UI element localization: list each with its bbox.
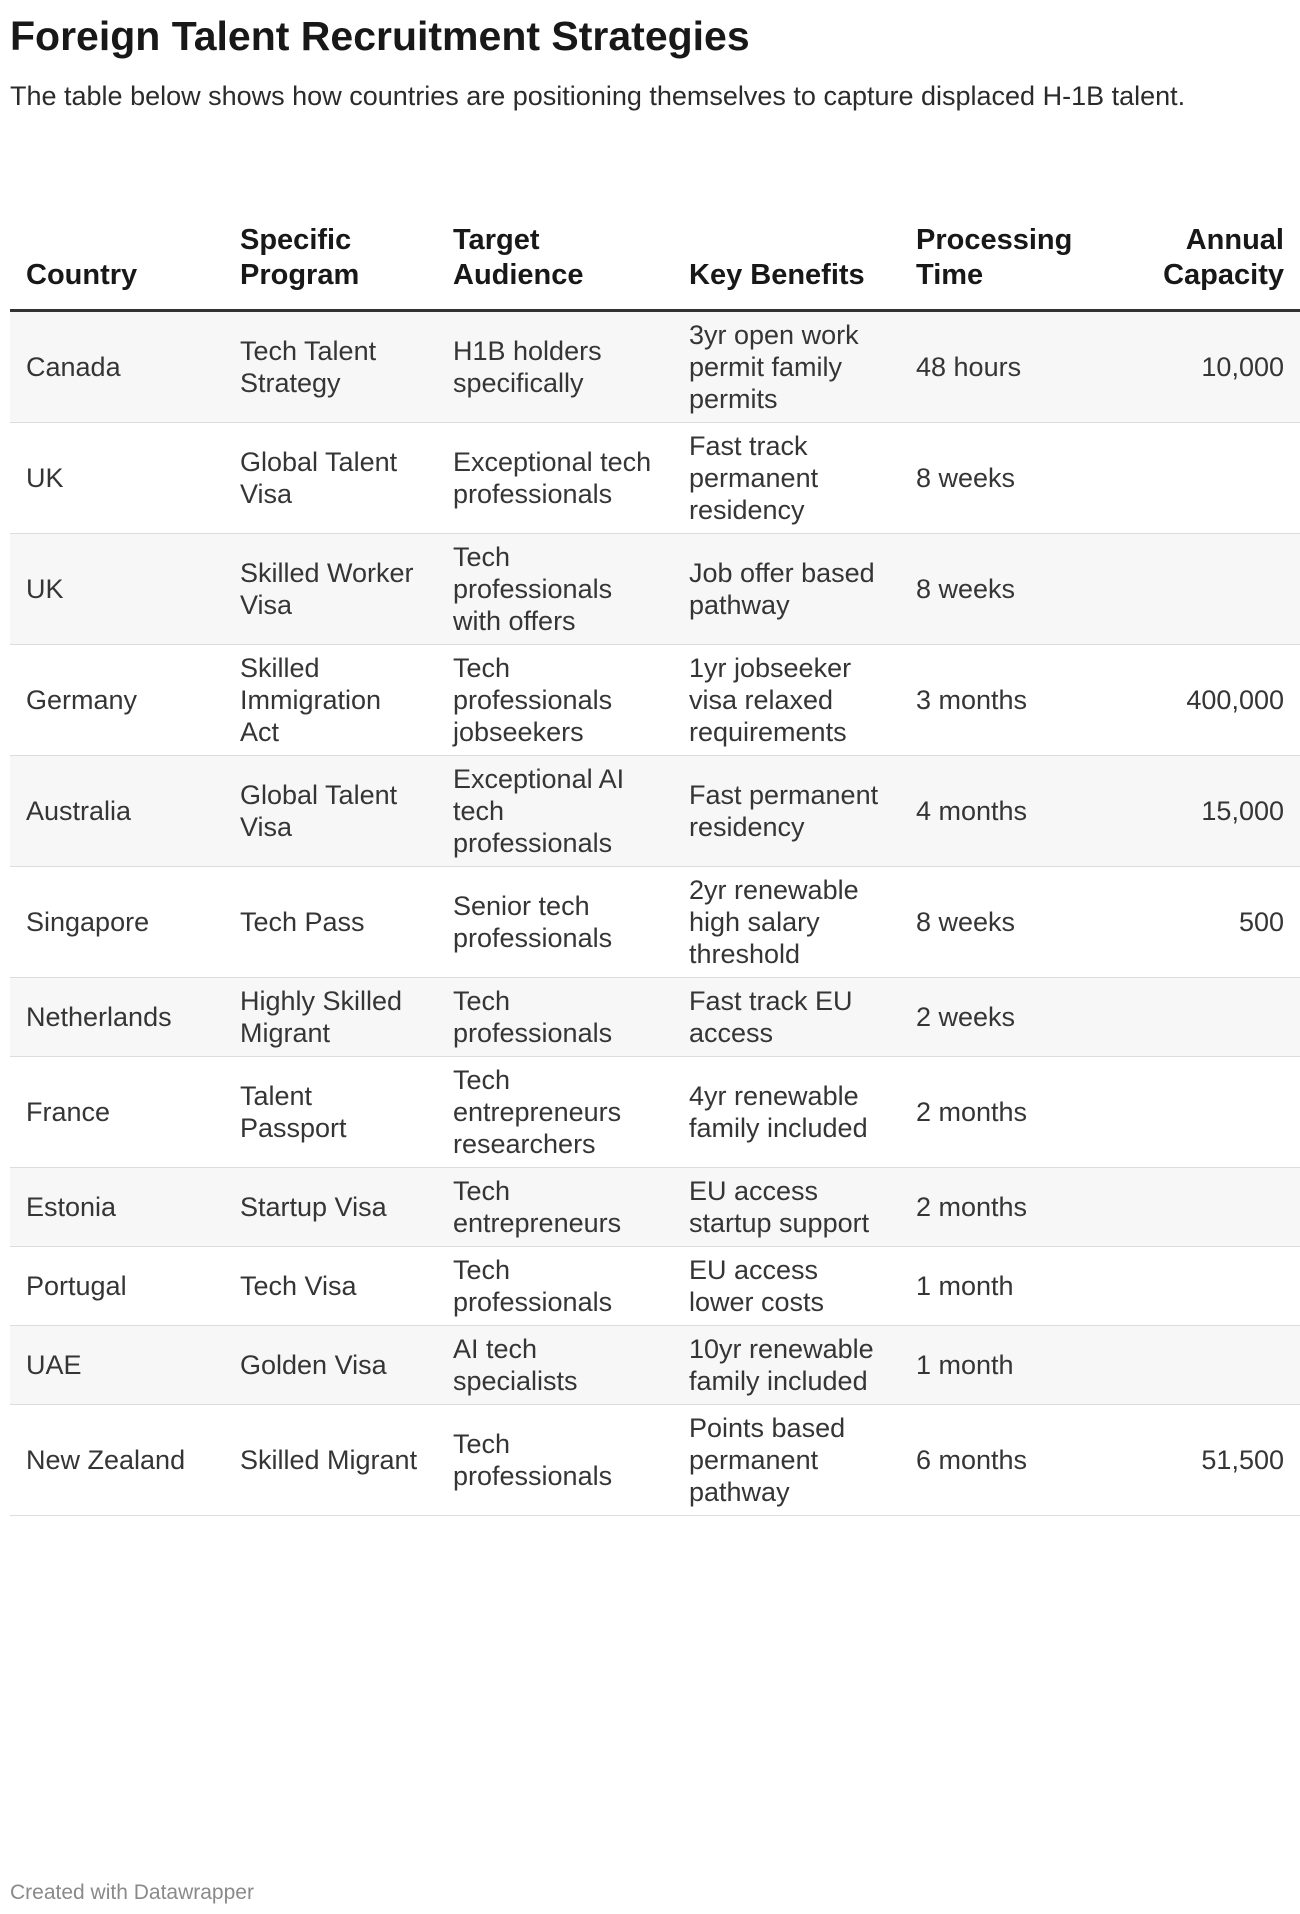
table-row [10, 867, 1300, 978]
cell-benefits: Job offer based pathway [673, 534, 900, 645]
footer-credit: Created with Datawrapper [10, 1881, 254, 1904]
cell-benefits: Fast track permanent residency [673, 423, 900, 534]
cell-country: New Zealand [10, 1405, 224, 1516]
cell-program: Global Talent Visa [224, 756, 437, 867]
table-row [10, 978, 1300, 1057]
cell-annual-capacity [1100, 1247, 1300, 1326]
table-row [10, 311, 1300, 423]
cell-program: Skilled Immigration Act [224, 645, 437, 756]
cell-audience: Exceptional AI tech professionals [437, 756, 673, 867]
cell-audience: Tech entrepreneurs researchers [437, 1057, 673, 1168]
cell-processing-time: 2 weeks [900, 978, 1100, 1057]
cell-country: Australia [10, 756, 224, 867]
cell-audience: Exceptional tech professionals [437, 423, 673, 534]
cell-audience: Tech entrepreneurs [437, 1168, 673, 1247]
header-program[interactable]: Specific Program [224, 200, 437, 311]
cell-benefits: EU access lower costs [673, 1247, 900, 1326]
cell-processing-time: 2 months [900, 1057, 1100, 1168]
cell-annual-capacity: 10,000 [1100, 311, 1300, 423]
cell-annual-capacity: 400,000 [1100, 645, 1300, 756]
cell-audience: Tech professionals with offers [437, 534, 673, 645]
cell-country: UAE [10, 1326, 224, 1405]
header-benefits[interactable]: Key Benefits [673, 200, 900, 311]
cell-audience: Senior tech professionals [437, 867, 673, 978]
cell-country: Germany [10, 645, 224, 756]
cell-program: Tech Visa [224, 1247, 437, 1326]
cell-annual-capacity: 500 [1100, 867, 1300, 978]
cell-benefits: Fast track EU access [673, 978, 900, 1057]
table-row [10, 756, 1300, 867]
cell-processing-time: 8 weeks [900, 423, 1100, 534]
cell-audience: H1B holders specifically [437, 311, 673, 423]
cell-country: France [10, 1057, 224, 1168]
datawrapper-table-page [10, 0, 1284, 1914]
cell-benefits: 4yr renewable family included [673, 1057, 900, 1168]
cell-annual-capacity [1100, 978, 1300, 1057]
cell-program: Tech Pass [224, 867, 437, 978]
cell-country: Estonia [10, 1168, 224, 1247]
header-audience[interactable]: Target Audience [437, 200, 673, 311]
header-country[interactable]: Country [10, 200, 224, 311]
cell-program: Skilled Worker Visa [224, 534, 437, 645]
header-row [10, 200, 1300, 311]
cell-country: Singapore [10, 867, 224, 978]
cell-processing-time: 2 months [900, 1168, 1100, 1247]
cell-processing-time: 4 months [900, 756, 1100, 867]
table-row [10, 645, 1300, 756]
cell-annual-capacity: 15,000 [1100, 756, 1300, 867]
table-row [10, 1247, 1300, 1326]
cell-country: Canada [10, 311, 224, 423]
cell-program: Golden Visa [224, 1326, 437, 1405]
cell-country: UK [10, 534, 224, 645]
cell-annual-capacity [1100, 1326, 1300, 1405]
cell-audience: AI tech specialists [437, 1326, 673, 1405]
cell-processing-time: 8 weeks [900, 534, 1100, 645]
table-container[interactable] [10, 200, 1284, 1860]
cell-program: Startup Visa [224, 1168, 437, 1247]
cell-processing-time: 6 months [900, 1405, 1100, 1516]
cell-audience: Tech professionals [437, 1247, 673, 1326]
page-title: Foreign Talent Recruitment Strategies [10, 13, 750, 59]
cell-benefits: EU access startup support [673, 1168, 900, 1247]
cell-processing-time: 48 hours [900, 311, 1100, 423]
header-processing-time[interactable]: Processing Time [900, 200, 1100, 311]
cell-processing-time: 1 month [900, 1247, 1100, 1326]
cell-audience: Tech professionals [437, 978, 673, 1057]
cell-benefits: 3yr open work permit family permits [673, 311, 900, 423]
cell-benefits: Points based permanent pathway [673, 1405, 900, 1516]
cell-benefits: 10yr renewable family included [673, 1326, 900, 1405]
table-row [10, 1168, 1300, 1247]
cell-country: UK [10, 423, 224, 534]
table-row [10, 534, 1300, 645]
cell-annual-capacity [1100, 1168, 1300, 1247]
cell-program: Skilled Migrant [224, 1405, 437, 1516]
table-row [10, 1326, 1300, 1405]
header-annual-capacity[interactable]: Annual Capacity [1100, 200, 1300, 311]
cell-audience: Tech professionals [437, 1405, 673, 1516]
table-row [10, 1405, 1300, 1516]
cell-benefits: Fast permanent residency [673, 756, 900, 867]
cell-program: Talent Passport [224, 1057, 437, 1168]
table-row [10, 423, 1300, 534]
cell-processing-time: 1 month [900, 1326, 1100, 1405]
cell-benefits: 2yr renewable high salary threshold [673, 867, 900, 978]
cell-benefits: 1yr jobseeker visa relaxed requirements [673, 645, 900, 756]
cell-annual-capacity [1100, 1057, 1300, 1168]
cell-program: Tech Talent Strategy [224, 311, 437, 423]
cell-annual-capacity: 51,500 [1100, 1405, 1300, 1516]
page-subtitle: The table below shows how countries are positioning themselves to capture displaced H-1B talent. [10, 81, 1186, 111]
cell-annual-capacity [1100, 534, 1300, 645]
table-body [10, 311, 1300, 1516]
cell-processing-time: 3 months [900, 645, 1100, 756]
cell-program: Highly Skilled Migrant [224, 978, 437, 1057]
cell-annual-capacity [1100, 423, 1300, 534]
cell-audience: Tech professionals jobseekers [437, 645, 673, 756]
cell-program: Global Talent Visa [224, 423, 437, 534]
recruitment-table [10, 200, 1300, 1516]
table-row [10, 1057, 1300, 1168]
cell-country: Portugal [10, 1247, 224, 1326]
cell-country: Netherlands [10, 978, 224, 1057]
table-header [10, 200, 1300, 311]
cell-processing-time: 8 weeks [900, 867, 1100, 978]
